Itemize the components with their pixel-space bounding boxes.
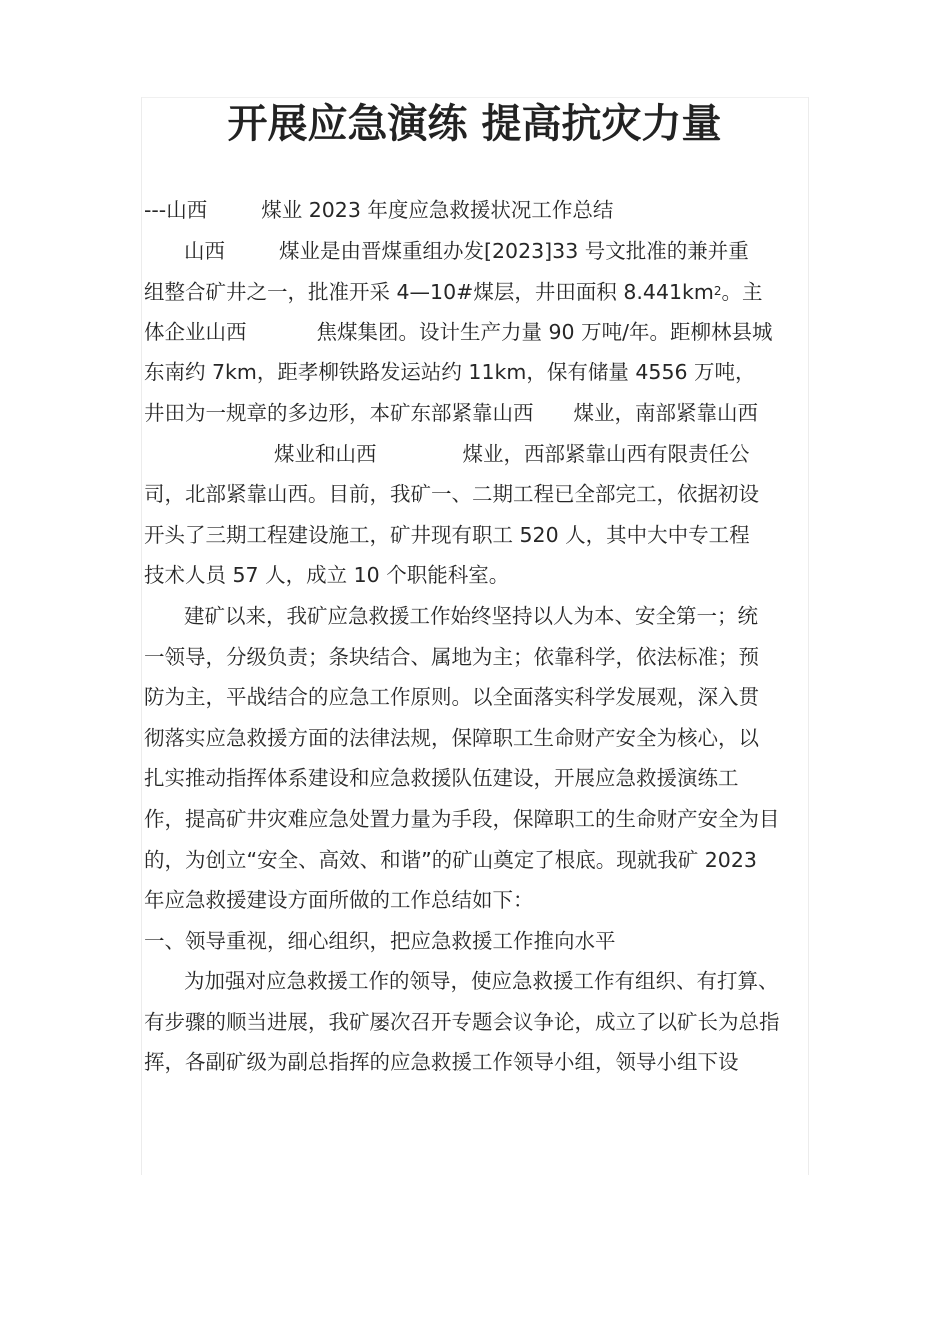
paragraph-1-line-7: 司，北部紧靠山西。目前，我矿一、二期工程已全部完工，依据初设 [144, 482, 759, 507]
paragraph-2-line-1: 建矿以来，我矿应急救援工作始终坚持以人为本、安全第一；统 [184, 603, 758, 628]
paragraph-2-line-3: 防为主，平战结合的应急工作原则。以全面落实科学发展观，深入贯 [144, 685, 759, 710]
page-frame-left [141, 97, 142, 1175]
section-1-line-1: 为加强对应急救援工作的领导，使应急救援工作有组织、有打算、 [184, 969, 779, 994]
document-body [144, 190, 819, 1083]
section-1-line-2: 有步骤的顺当进展，我矿屡次召开专题会议争论，成立了以矿长为总指 [144, 1009, 780, 1034]
paragraph-1-line-2: 组整合矿井之一，批准开采 4—10#煤层，井田面积 $8.441km^2$。主 [144, 280, 763, 305]
subtitle-prefix: ---山西 [144, 198, 208, 222]
paragraph-2-line-6: 作，提高矿井灾难应急处置力量为手段，保障职工的生命财产安全为目 [144, 806, 780, 831]
paragraph-2-line-4: 彻落实应急救援方面的法律法规，保障职工生命财产安全为核心，以 [144, 725, 759, 750]
section-1-heading: 一、领导重视，细心组织，把应急救援工作推向水平 [144, 928, 616, 953]
paragraph-2-line-5: 扎实推动指挥体系建设和应急救援队伍建设，开展应急救援演练工 [144, 766, 739, 791]
document-title: 开展应急演练 提高抗灾力量 [227, 101, 722, 147]
paragraph-1-line-8: 开头了三期工程建设施工，矿井现有职工 520 人，其中大中专工程 [144, 522, 750, 547]
paragraph-1-line-3: 体企业山西 焦煤集团。设计生产力量 90 万吨/年。距柳林县城 [144, 319, 773, 344]
paragraph-2-line-2: 一领导，分级负责；条块结合、属地为主；依靠科学，依法标准；预 [144, 644, 759, 669]
paragraph-1-line-1: 山西 煤业是由晋煤重组办发[2023]33 号文批准的兼并重 [184, 238, 749, 263]
section-1-line-3: 挥，各副矿级为副总指挥的应急救援工作领导小组，领导小组下设 [144, 1050, 739, 1075]
paragraph-1-line-4: 东南约 7km，距孝柳铁路发运站约 11km，保有储量 4556 万吨， [144, 360, 756, 385]
subtitle-line [144, 190, 819, 231]
paragraph-1-line-5: 井田为一规章的多边形，本矿东部紧靠山西 煤业，南部紧靠山西 [144, 400, 758, 425]
paragraph-1-line-9: 技术人员 57 人，成立 10 个职能科室。 [144, 563, 510, 588]
paragraph-1-line-6: 煤业和山西 煤业，西部紧靠山西有限责任公 [274, 441, 750, 466]
subtitle-text: 煤业 2023 年度应急救援状况工作总结 [261, 198, 614, 222]
paragraph-2-line-7: 的，为创立“安全、高效、和谐”的矿山奠定了根底。现就我矿 2023 [144, 847, 757, 872]
paragraph-2-line-8: 年应急救援建设方面所做的工作总结如下： [144, 888, 534, 913]
